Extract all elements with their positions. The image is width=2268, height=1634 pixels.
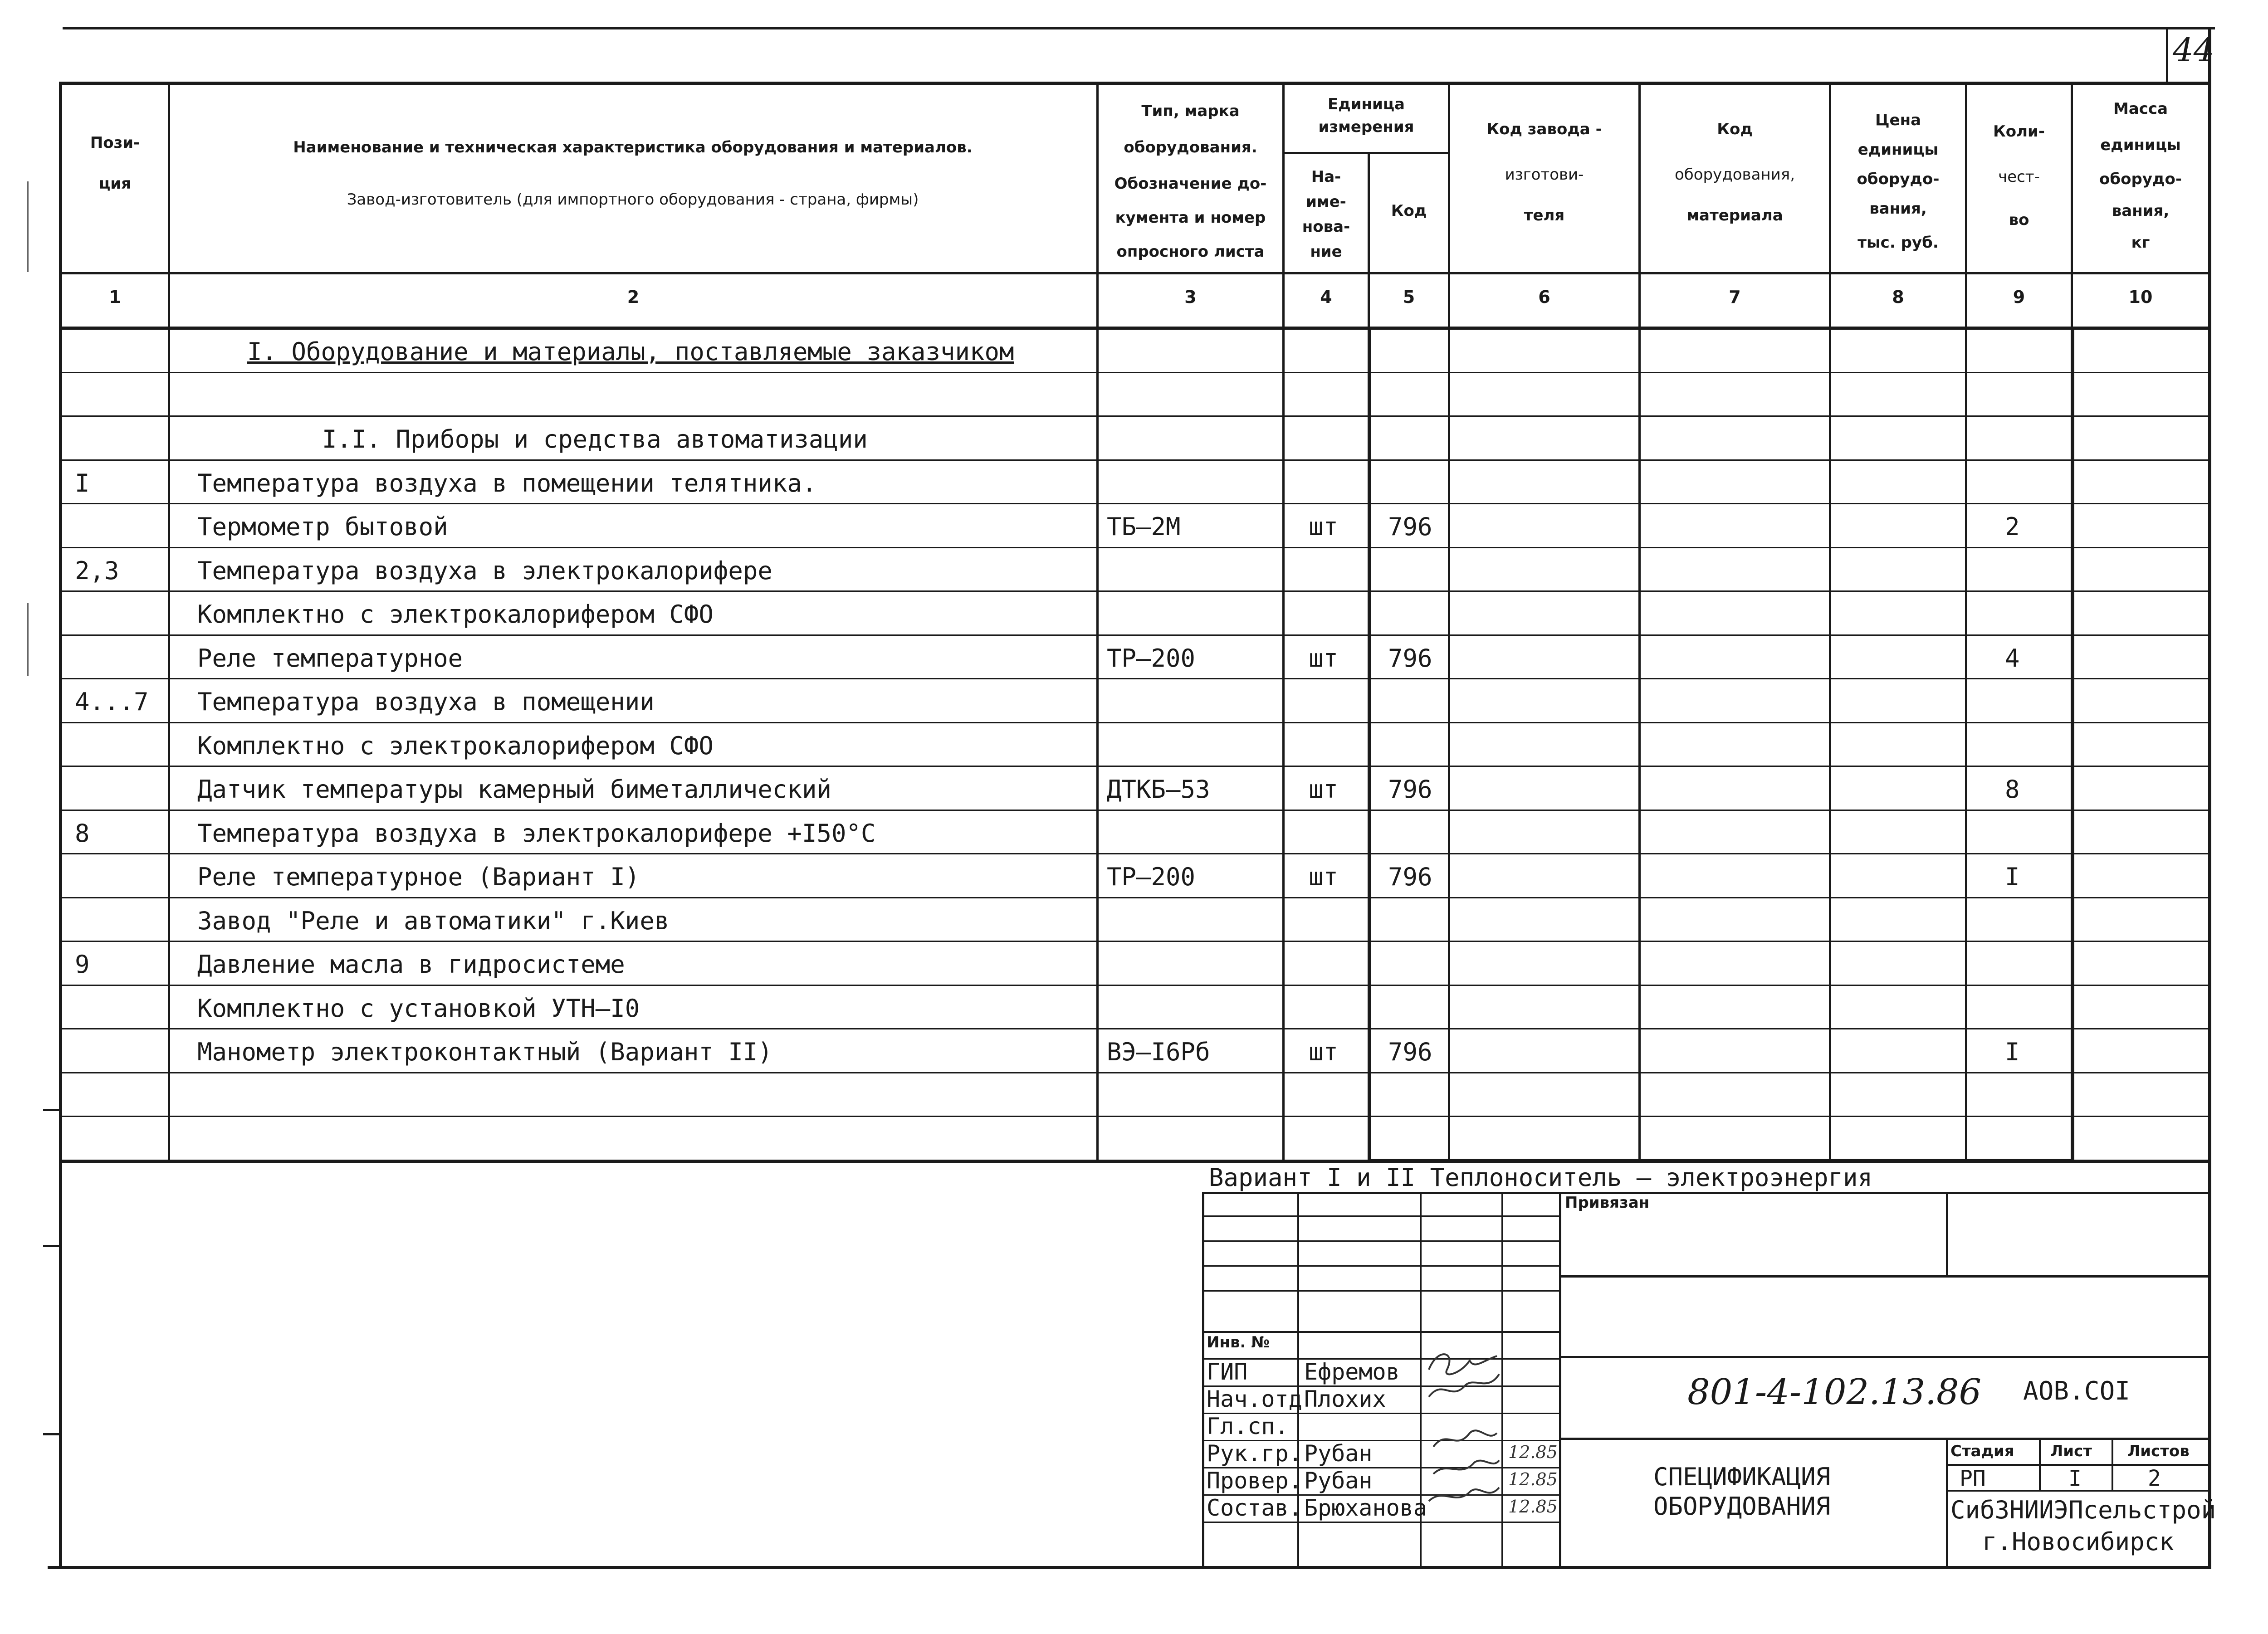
column-number: 5: [1403, 287, 1415, 307]
table-row: [59, 724, 2211, 768]
unit-code-cell: 796: [1388, 512, 1432, 541]
signer-name-gip: Ефремов: [1304, 1359, 1400, 1385]
table-row: [59, 592, 2211, 636]
sheets-value: 2: [2148, 1466, 2161, 1491]
quantity-cell: I: [2005, 863, 2020, 891]
item-name-cell: Комплектно с установкой УТН–I0: [197, 994, 640, 1023]
item-name-cell: Манометр электроконтактный (Вариант II): [197, 1038, 772, 1066]
signer-role-head: Нач.отд: [1207, 1386, 1302, 1412]
organization-city: г.Новосибирск: [1982, 1527, 2174, 1556]
column-number: 8: [1892, 287, 1904, 307]
item-name-cell: Термометр бытовой: [197, 512, 448, 541]
signer-role-chief: Гл.сп.: [1207, 1413, 1289, 1439]
signer-role-author: Состав.: [1207, 1495, 1302, 1521]
unit-name-cell: шт: [1309, 644, 1339, 673]
position-cell: 2,3: [75, 556, 119, 585]
type-cell: ТБ–2М: [1107, 512, 1181, 541]
signer-name-group-lead: Рубан: [1304, 1440, 1373, 1467]
table-row: [59, 1074, 2211, 1118]
table-row: [59, 767, 2211, 811]
unit-code-cell: 796: [1388, 775, 1432, 804]
item-name-cell: I. Оборудование и материалы, поставляемые заказчиком: [247, 337, 1014, 366]
item-name-cell: Реле температурное (Вариант I): [197, 863, 640, 891]
item-name-cell: I.I. Приборы и средства автоматизации: [322, 425, 868, 454]
table-row: [59, 680, 2211, 724]
unit-name-cell: шт: [1309, 775, 1339, 804]
stage-label: Стадия: [1950, 1442, 2014, 1460]
table-row: [59, 330, 2211, 374]
signer-role-group-lead: Рук.гр.: [1207, 1440, 1302, 1467]
quantity-cell: 2: [2005, 512, 2020, 541]
inventory-number-label: Инв. №: [1207, 1333, 1270, 1351]
item-name-cell: Температура воздуха в помещении телятника.: [197, 468, 817, 498]
column-number: 10: [2128, 287, 2153, 307]
organization-name: СибЗНИИЭПсельстрой: [1950, 1496, 2216, 1524]
column-number: 2: [627, 287, 640, 307]
column-number: 1: [109, 287, 121, 307]
table-row: [59, 374, 2211, 418]
item-name-cell: Температура воздуха в помещении: [197, 688, 655, 716]
signer-date-checked: 12.85: [1508, 1469, 1558, 1489]
column-number: 9: [2013, 287, 2025, 307]
item-name-cell: Давление масла в гидросистеме: [197, 950, 625, 979]
table-row: [59, 1030, 2211, 1074]
table-row: [59, 1117, 2211, 1161]
sheet-label: Лист: [2050, 1442, 2092, 1460]
table-row: [59, 505, 2211, 549]
unit-name-cell: шт: [1309, 863, 1339, 891]
item-name-cell: Завод "Реле и автоматики" г.Киев: [197, 906, 670, 935]
item-name-cell: Реле температурное: [197, 644, 463, 673]
document-title-line2: ОБОРУДОВАНИЯ: [1653, 1492, 1831, 1521]
unit-code-cell: 796: [1388, 644, 1432, 673]
quantity-cell: I: [2005, 1038, 2020, 1066]
document-suffix: АОВ.СОI: [2023, 1376, 2131, 1406]
column-number: 7: [1729, 287, 1741, 307]
quantity-cell: 8: [2005, 775, 2020, 804]
item-name-cell: Температура воздуха в электрокалорифере: [197, 556, 772, 585]
privyazan-label: Привязан: [1565, 1194, 1650, 1212]
table-row: [59, 461, 2211, 505]
table-row: [59, 811, 2211, 855]
unit-name-cell: шт: [1309, 512, 1339, 541]
signer-date-group-lead: 12.85: [1508, 1442, 1558, 1462]
table-row: [59, 549, 2211, 593]
table-row: [59, 855, 2211, 899]
quantity-cell: 4: [2005, 644, 2020, 673]
variant-note: Вариант I и II Теплоноситель – электроэнергия: [1209, 1163, 1872, 1192]
stage-value: РП: [1960, 1466, 1986, 1491]
unit-code-cell: 796: [1388, 1038, 1432, 1066]
document-code: 801-4-102.13.86: [1687, 1372, 1982, 1413]
sheet-number: 44: [2173, 31, 2214, 69]
type-cell: ТР–200: [1107, 863, 1196, 891]
signer-name-head: Плохих: [1304, 1386, 1386, 1412]
item-name-cell: Датчик температуры камерный биметаллический: [197, 775, 831, 804]
type-cell: ТР–200: [1107, 644, 1196, 673]
sheet-value: I: [2068, 1466, 2082, 1491]
signer-date-author: 12.85: [1508, 1497, 1558, 1517]
table-row: [59, 636, 2211, 680]
signatures-icon: [1420, 1342, 1560, 1524]
position-cell: 4...7: [75, 688, 149, 716]
document-title-line1: СПЕЦИФИКАЦИЯ: [1653, 1463, 1831, 1491]
position-cell: 9: [75, 950, 90, 979]
unit-name-cell: шт: [1309, 1038, 1339, 1066]
item-name-cell: Комплектно с электрокалорифером СФО: [197, 731, 714, 760]
position-cell: I: [75, 468, 90, 498]
sheets-label: Листов: [2127, 1442, 2190, 1460]
column-number: 6: [1538, 287, 1550, 307]
signer-role-gip: ГИП: [1207, 1359, 1248, 1385]
table-row: [59, 986, 2211, 1030]
item-name-cell: Комплектно с электрокалорифером СФО: [197, 600, 714, 629]
signer-name-checked: Рубан: [1304, 1468, 1373, 1494]
unit-code-cell: 796: [1388, 863, 1432, 891]
type-cell: ДТКБ–53: [1107, 775, 1210, 804]
table-row: [59, 942, 2211, 986]
column-number: 3: [1184, 287, 1197, 307]
type-cell: ВЭ–I6Рб: [1107, 1038, 1210, 1066]
signer-role-checked: Провер.: [1207, 1468, 1302, 1494]
signer-name-author: Брюханова: [1304, 1495, 1427, 1521]
table-row: [59, 899, 2211, 943]
item-name-cell: Температура воздуха в электрокалорифере +I50°С: [197, 819, 876, 848]
table-row: [59, 417, 2211, 461]
position-cell: 8: [75, 819, 90, 848]
column-number: 4: [1320, 287, 1332, 307]
